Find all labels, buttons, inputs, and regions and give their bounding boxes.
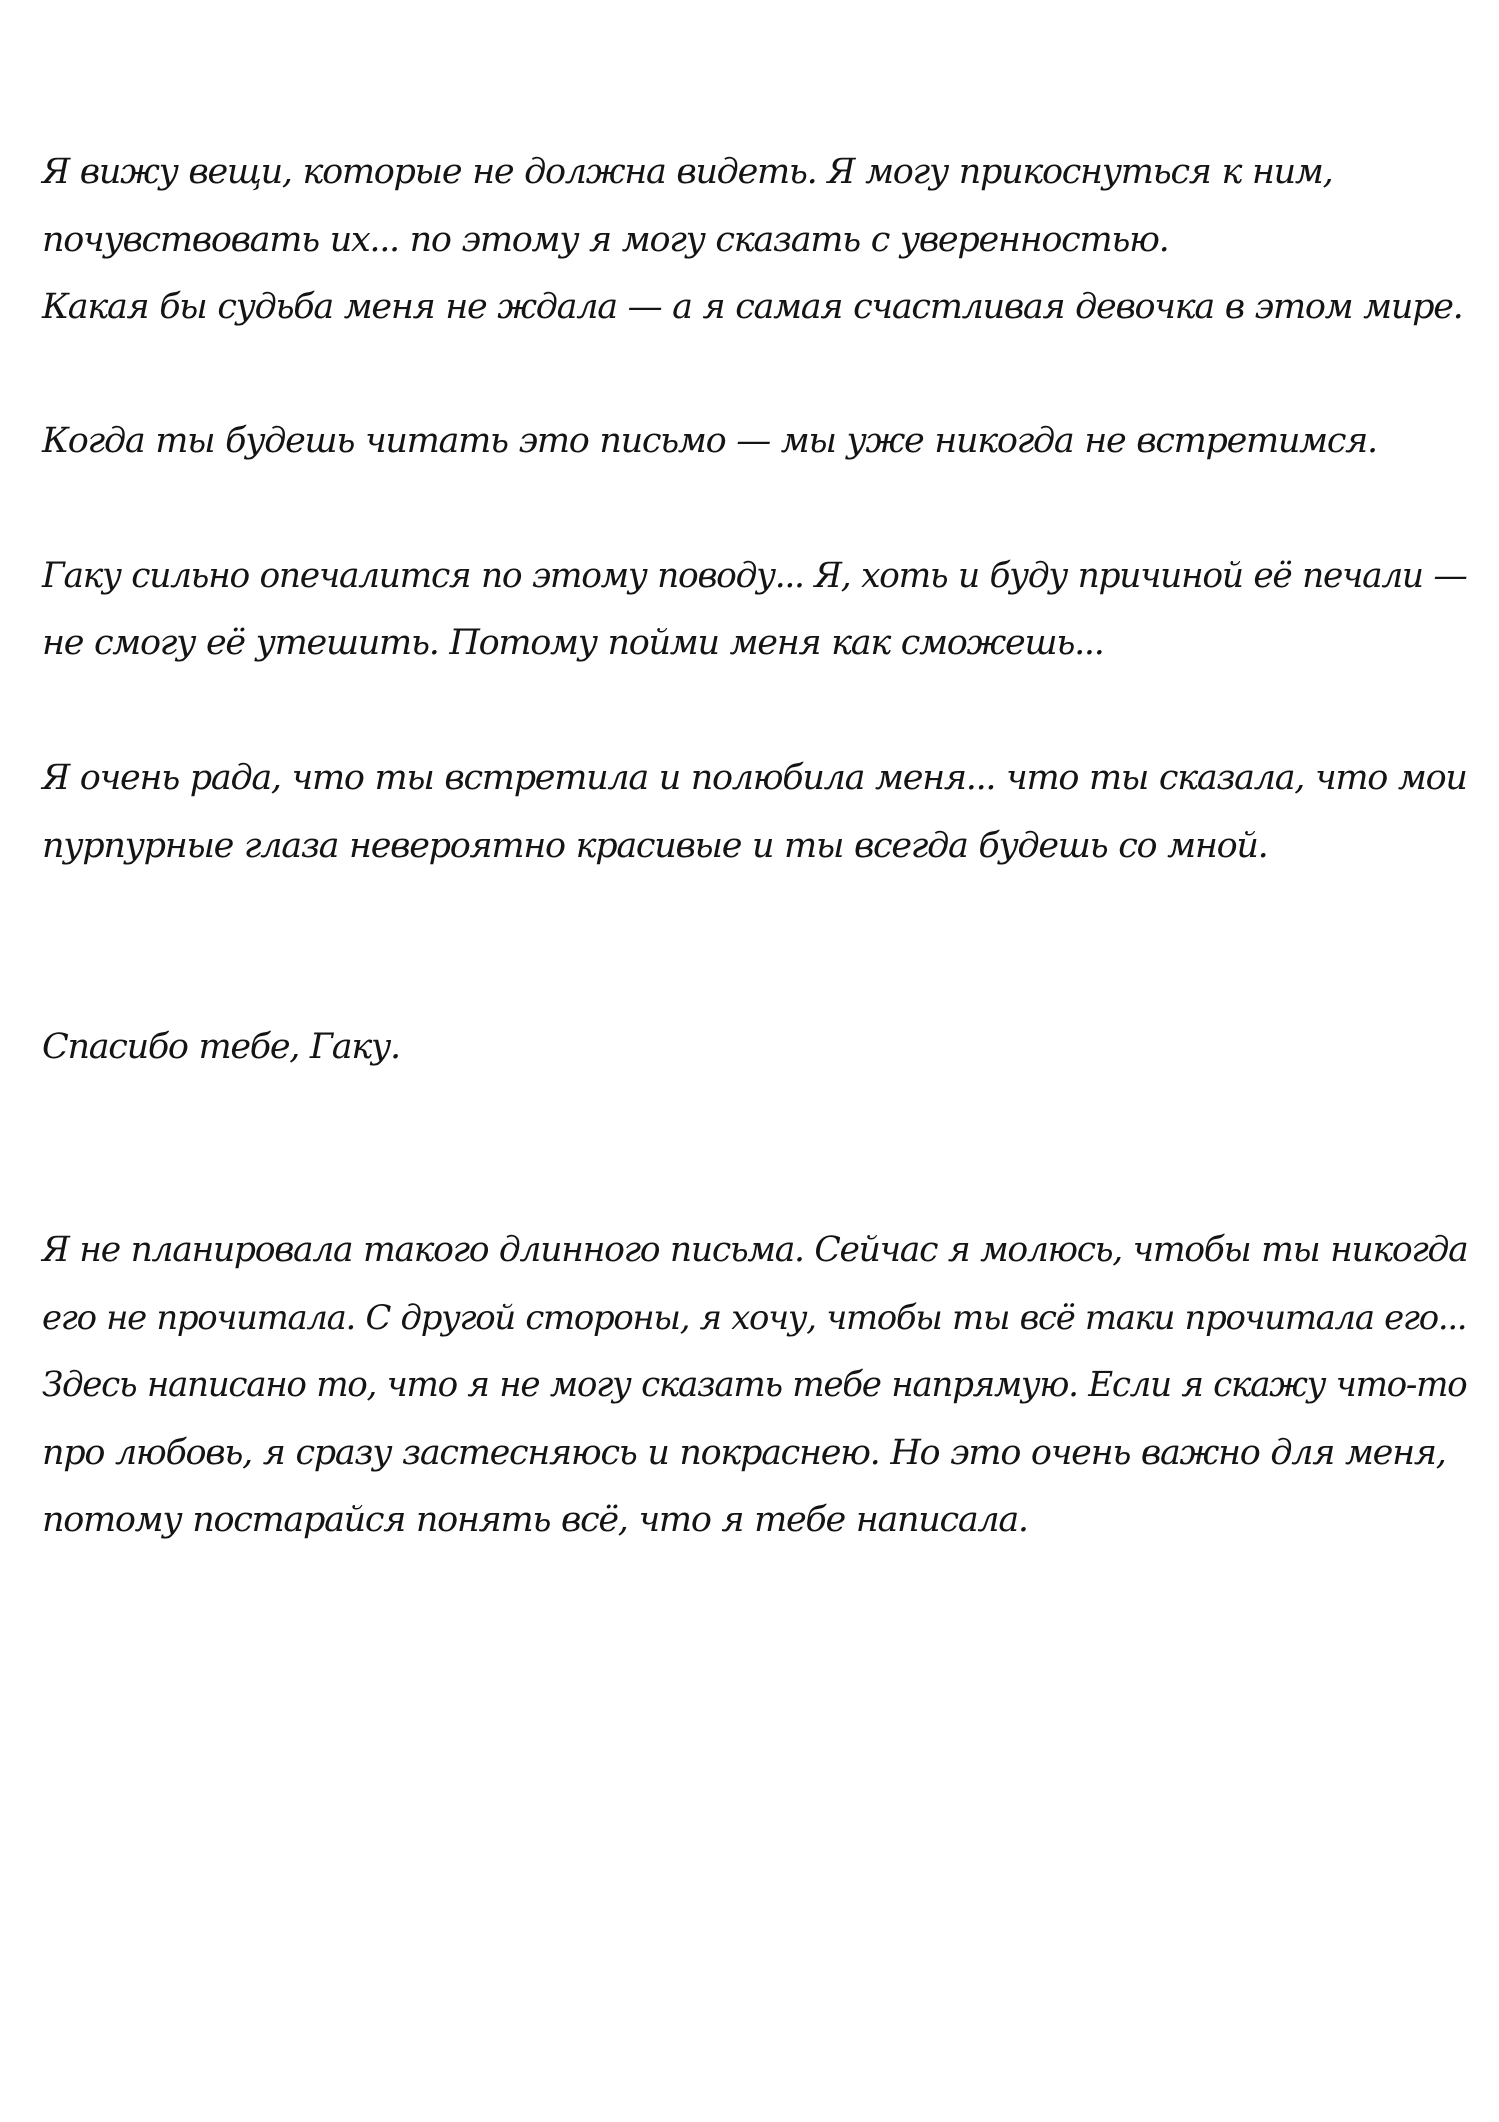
letter-line: пурпурные глаза невероятно красивые и ты всегда будешь со мной.	[42, 826, 1268, 866]
letter-line: Гаку сильно опечалится по этому поводу... Я, хоть и буду причиной её печали —	[42, 556, 1467, 596]
letter-line: Я вижу вещи, которые не должна видеть. Я могу прикоснуться к ним,	[42, 152, 1333, 192]
letter-line: Я не планировала такого длинного письма. Сейчас я молюсь, чтобы ты никогда	[42, 1230, 1468, 1270]
letter-line: почувствовать их... по этому я могу сказать с уверенностью.	[42, 220, 1169, 260]
letter-line: Здесь написано то, что я не могу сказать тебе напрямую. Если я скажу что-то	[42, 1365, 1467, 1405]
letter-line: про любовь, я сразу застесняюсь и покраснею. Но это очень важно для меня,	[42, 1433, 1446, 1473]
letter-line: Когда ты будешь читать это письмо — мы уже никогда не встретимся.	[42, 421, 1377, 461]
letter-line: не смогу её утешить. Потому пойми меня как сможешь...	[42, 623, 1104, 663]
letter-line: потому постарайся понять всё, что я тебе написала.	[42, 1500, 1028, 1540]
letter-line: Спасибо тебе, Гаку.	[42, 1027, 400, 1067]
letter-line: Я очень рада, что ты встретила и полюбила меня... что ты сказала, что мои	[42, 758, 1467, 798]
letter-line: его не прочитала. С другой стороны, я хочу, чтобы ты всё таки прочитала его...	[42, 1298, 1467, 1337]
letter-line: Какая бы судьба меня не ждала — а я самая счастливая девочка в этом мире.	[42, 287, 1463, 327]
